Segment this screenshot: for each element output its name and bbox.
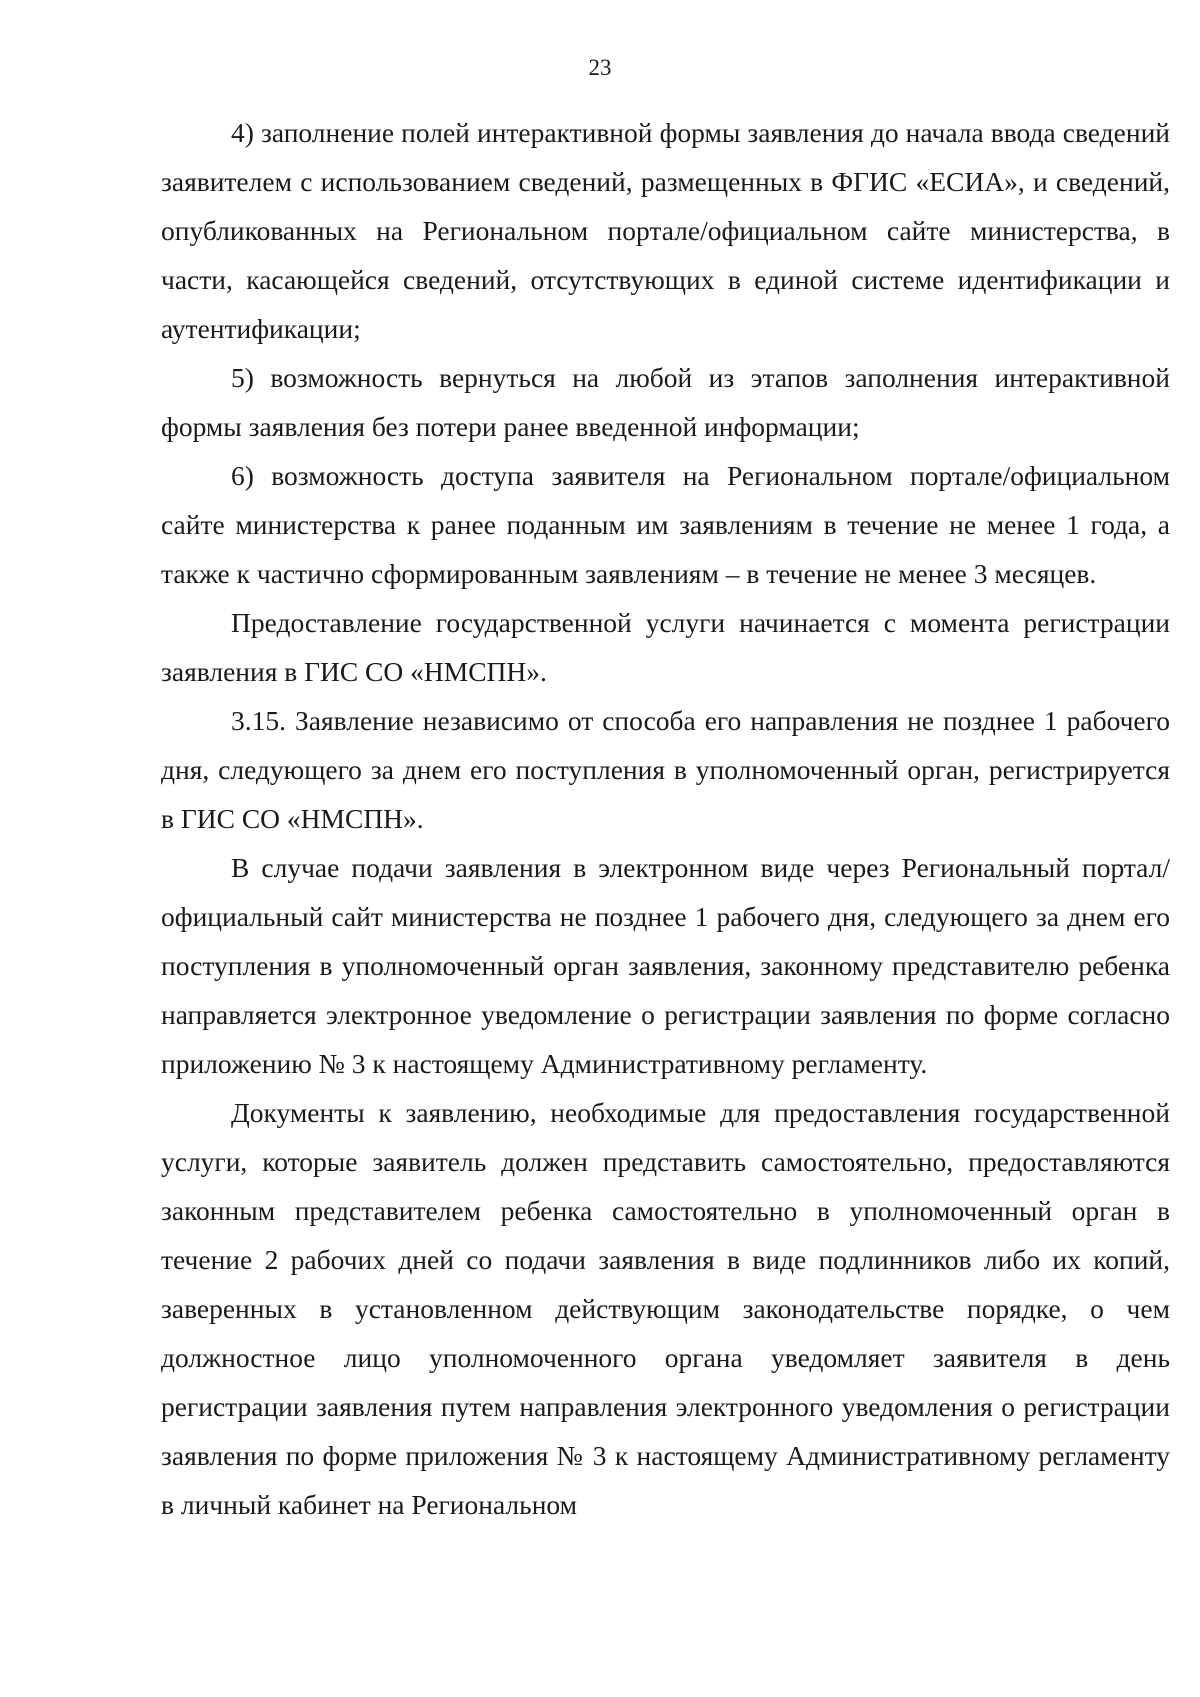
paragraph-documents: Документы к заявлению, необходимые для предоставления государственной услуги, которые заявитель должен представить самостоятельно, предоставляются законным представителем ребенка самостоятельно в уполномоченный орган в течение 2 рабочих дней со подачи заявления в виде подлинников либо их копий, заверенных в установленном действующим законодательстве порядке, о чем должностное лицо уполномоченного органа уведомляет заявителя в день регистрации заявления путем направления электронного уведомления о регистрации заявления по форме приложения № 3 к настоящему Административному регламенту в личный кабинет на Региональном — [161, 1097, 1170, 1520]
paragraph-item-4: 4) заполнение полей интерактивной формы заявления до начала ввода сведений заявителем с использованием сведений, размещенных в ФГИС «ЕСИА», и сведений, опубликованных на Региональном портале/официальном сайте министерства, в части, касающейся сведений, отсутствующих в единой системе идентификации и аутентификации; — [161, 117, 1170, 344]
paragraph-section-3-15: 3.15. Заявление независимо от способа его направления не позднее 1 рабочего дня, следующего за днем его поступления в уполномоченный орган, регистрируется в ГИС СО «НМСПН». — [161, 705, 1170, 834]
paragraph-item-5: 5) возможность вернуться на любой из этапов заполнения интерактивной формы заявления без потери ранее введенной информации; — [161, 362, 1170, 442]
paragraph-item-6: 6) возможность доступа заявителя на Региональном портале/официальном сайте министерства к ранее поданным им заявлениям в течение не менее 1 года, а также к частично сформированным заявлениям – в течение не менее 3 месяцев. — [161, 460, 1170, 589]
page-number: 23 — [588, 55, 612, 80]
paragraph-electronic-notice: В случае подачи заявления в электронном виде через Региональный портал/официальный сайт министерства не позднее 1 рабочего дня, следующего за днем его поступления в уполномоченный орган заявления, законному представителю ребенка направляется электронное уведомление о регистрации заявления по форме согласно приложению № 3 к настоящему Административному регламенту. — [161, 852, 1170, 1079]
paragraph-service-start: Предоставление государственной услуги начинается с момента регистрации заявления в ГИС СО «НМСПН». — [161, 607, 1170, 687]
document-body — [161, 108, 1170, 1529]
